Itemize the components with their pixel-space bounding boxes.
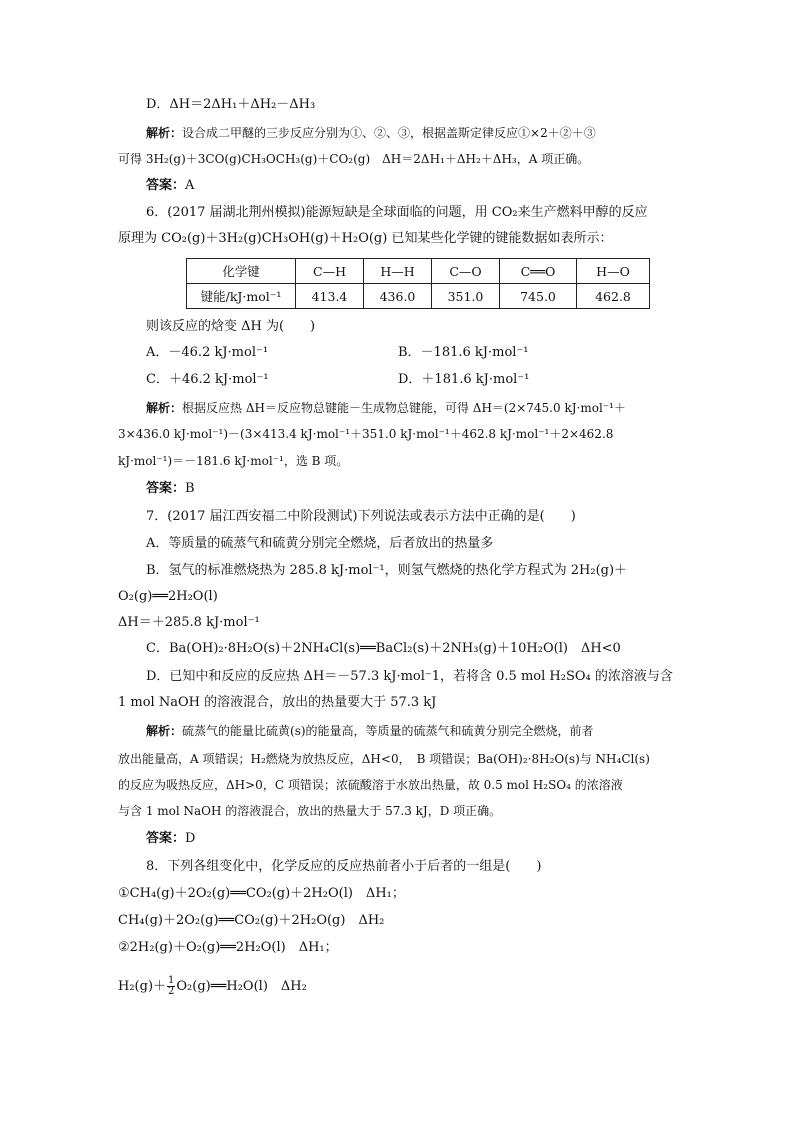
answer-label: 答案： xyxy=(146,178,186,193)
table-cell: 351.0 xyxy=(432,284,500,309)
q6-option-a: A．－46.2 kJ·mol⁻¹ xyxy=(146,345,269,360)
table-cell: C—O xyxy=(432,259,500,284)
fraction-half: $\frac{1}{2}$ xyxy=(168,975,175,997)
q8-equation-4: H₂(g)＋ $\frac{1}{2}$ O₂(g)══H₂O(l) ΔH₂ xyxy=(118,975,307,997)
q6-analysis-line-3: kJ·mol⁻¹)＝－181.6 kJ·mol⁻¹，选 B 项。 xyxy=(118,454,349,468)
q7-option-b-line-1: B．氢气的标准燃烧热为 285.8 kJ·mol⁻¹，则氢气燃烧的热化学方程式为 2H₂(g)＋ xyxy=(146,563,628,578)
q6-question: 则该反应的焓变 ΔH 为( ) xyxy=(146,319,316,334)
q5-answer: 答案：A xyxy=(146,178,195,193)
table-header-row xyxy=(187,259,650,284)
q7-analysis-line-1: 解析：硫蒸气的能量比硫黄(s)的能量高，等质量的硫蒸气和硫黄分别完全燃烧，前者 xyxy=(146,724,594,738)
q7-option-b-line-2: O₂(g)══2H₂O(l) xyxy=(118,589,218,604)
q6-analysis-line-1: 解析：根据反应热 ΔH＝反应物总键能－生成物总键能，可得 ΔH＝(2×745.0 kJ·mol⁻¹＋ xyxy=(146,401,626,415)
q7-option-d-line-1: D．已知中和反应的反应热 ΔH＝－57.3 kJ·mol⁻1，若将含 0.5 mol H₂SO₄ 的浓溶液与含 xyxy=(146,669,673,684)
q7-analysis-line-2: 放出能量高，A 项错误；H₂燃烧为放热反应，ΔH<0， B 项错误；Ba(OH)₂·8H₂O(s)与 NH₄Cl(s) xyxy=(118,752,650,766)
answer-label: 答案： xyxy=(146,831,186,846)
q6-stem-line-2: 原理为 CO₂(g)＋3H₂(g)CH₃OH(g)＋H₂O(g) 已知某些化学键的键能数据如表所示： xyxy=(118,231,613,246)
q6-answer: 答案：B xyxy=(146,481,195,496)
table-cell: H—H xyxy=(364,259,432,284)
q7-stem: 7．(2017 届江西安福二中阶段测试)下列说法或表示方法中正确的是( ) xyxy=(146,509,576,524)
table-cell: 化学键 xyxy=(187,259,296,284)
table-cell: 462.8 xyxy=(577,284,650,309)
answer-label: 答案： xyxy=(146,481,186,496)
table-cell: 436.0 xyxy=(364,284,432,309)
q7-option-d-line-2: 1 mol NaOH 的溶液混合，放出的热量要大于 57.3 kJ xyxy=(118,695,437,710)
q5-option-d: D．ΔH＝2ΔH₁＋ΔH₂－ΔH₃ xyxy=(146,97,316,112)
table-cell: 413.4 xyxy=(296,284,364,309)
q8-equation-2: CH₄(g)＋2O₂(g)══CO₂(g)＋2H₂O(g) ΔH₂ xyxy=(118,913,385,928)
table-cell: 键能/kJ·mol⁻¹ xyxy=(187,284,296,309)
q7-option-a: A．等质量的硫蒸气和硫黄分别完全燃烧，后者放出的热量多 xyxy=(146,536,494,551)
bond-energy-table xyxy=(186,258,650,309)
q6-option-b: B．－181.6 kJ·mol⁻¹ xyxy=(398,345,529,360)
analysis-label: 解析： xyxy=(146,724,183,738)
q8-equation-1: ①CH₄(g)＋2O₂(g)══CO₂(g)＋2H₂O(l) ΔH₁； xyxy=(118,886,405,901)
analysis-label: 解析： xyxy=(146,401,183,415)
q7-analysis-line-4: 与含 1 mol NaOH 的溶液混合，放出的热量大于 57.3 kJ，D 项正确。 xyxy=(118,804,502,818)
analysis-label: 解析： xyxy=(146,126,183,140)
table-cell: C══O xyxy=(500,259,577,284)
q5-analysis-line-1: 解析：设合成二甲醚的三步反应分别为①、②、③，根据盖斯定律反应①×2＋②＋③ xyxy=(146,126,596,140)
q6-analysis-line-2: 3×436.0 kJ·mol⁻¹)－(3×413.4 kJ·mol⁻¹＋351.0 kJ·mol⁻¹＋462.8 kJ·mol⁻¹＋2×462.8 xyxy=(118,427,614,441)
table-row xyxy=(187,284,650,309)
q5-analysis-line-2: 可得 3H₂(g)＋3CO(g)CH₃OCH₃(g)＋CO₂(g) ΔH＝2ΔH₁＋ΔH₂＋ΔH₃，A 项正确。 xyxy=(118,152,590,166)
q7-option-b-line-3: ΔH＝＋285.8 kJ·mol⁻¹ xyxy=(118,615,260,630)
q7-analysis-line-3: 的反应为吸热反应，ΔH>0，C 项错误；浓硫酸溶于水放出热量，故 0.5 mol H₂SO₄ 的浓溶液 xyxy=(118,778,623,792)
table-cell: 745.0 xyxy=(500,284,577,309)
q7-option-c: C．Ba(OH)₂·8H₂O(s)＋2NH₄Cl(s)══BaCl₂(s)＋2NH₃(g)＋10H₂O(l) ΔH<0 xyxy=(146,641,621,656)
q6-option-c: C．＋46.2 kJ·mol⁻¹ xyxy=(146,372,269,387)
q6-stem-line-1: 6．(2017 届湖北荆州模拟)能源短缺是全球面临的问题，用 CO₂来生产燃料甲醇的反应 xyxy=(146,205,648,220)
table-cell: C—H xyxy=(296,259,364,284)
q8-equation-3: ②2H₂(g)＋O₂(g)══2H₂O(l) ΔH₁； xyxy=(118,940,338,955)
q8-stem: 8．下列各组变化中，化学反应的反应热前者小于后者的一组是( ) xyxy=(146,859,542,874)
q6-option-d: D．＋181.6 kJ·mol⁻¹ xyxy=(398,372,530,387)
table-cell: H—O xyxy=(577,259,650,284)
q7-answer: 答案：D xyxy=(146,831,196,846)
